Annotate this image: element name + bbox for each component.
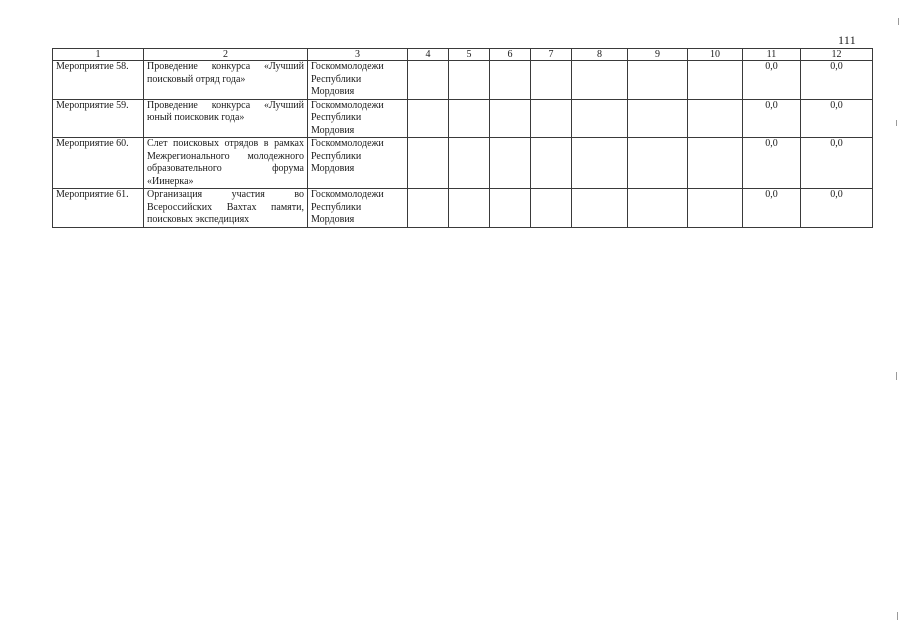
- program-activities-table: [52, 48, 873, 228]
- column-header-12: 12: [801, 49, 873, 61]
- activity-id: Мероприятие 59.: [53, 99, 144, 138]
- cell-col-7: [531, 61, 572, 100]
- cell-col-9: [628, 99, 688, 138]
- cell-col-6: [490, 189, 531, 228]
- cell-col-8: [572, 138, 628, 189]
- column-header-4: 4: [408, 49, 449, 61]
- column-header-7: 7: [531, 49, 572, 61]
- table-row: [53, 138, 873, 189]
- activity-id: Мероприятие 60.: [53, 138, 144, 189]
- cell-col-6: [490, 138, 531, 189]
- column-header-1: 1: [53, 49, 144, 61]
- cell-col-5: [449, 99, 490, 138]
- column-header-8: 8: [572, 49, 628, 61]
- cell-col-10: [688, 189, 743, 228]
- cell-col-12: 0,0: [801, 138, 873, 189]
- table-row: [53, 99, 873, 138]
- activity-name: Организация участия во Всероссийских Вахтах памяти, поисковых экспедициях: [144, 189, 308, 228]
- column-header-10: 10: [688, 49, 743, 61]
- cell-col-8: [572, 189, 628, 228]
- scan-speck: [897, 612, 898, 620]
- activity-name: Проведение конкурса «Лучший поисковый отряд года»: [144, 61, 308, 100]
- cell-col-10: [688, 99, 743, 138]
- cell-col-4: [408, 138, 449, 189]
- activity-executor: Госкоммолодежи Республики Мордовия: [308, 189, 408, 228]
- cell-col-4: [408, 61, 449, 100]
- cell-col-6: [490, 61, 531, 100]
- activity-id: Мероприятие 61.: [53, 189, 144, 228]
- cell-col-11: 0,0: [743, 99, 801, 138]
- activity-executor: Госкоммолодежи Республики Мордовия: [308, 138, 408, 189]
- cell-col-10: [688, 138, 743, 189]
- cell-col-7: [531, 189, 572, 228]
- activity-executor: Госкоммолодежи Республики Мордовия: [308, 61, 408, 100]
- scan-speck: [896, 120, 897, 126]
- column-header-6: 6: [490, 49, 531, 61]
- cell-col-5: [449, 189, 490, 228]
- column-header-2: 2: [144, 49, 308, 61]
- cell-col-9: [628, 61, 688, 100]
- cell-col-12: 0,0: [801, 61, 873, 100]
- page-number: 111: [838, 33, 857, 47]
- column-header-3: 3: [308, 49, 408, 61]
- cell-col-9: [628, 138, 688, 189]
- table-row: [53, 189, 873, 228]
- cell-col-6: [490, 99, 531, 138]
- scan-speck: [898, 18, 899, 25]
- cell-col-9: [628, 189, 688, 228]
- table-header-row: [53, 49, 873, 61]
- activity-id: Мероприятие 58.: [53, 61, 144, 100]
- column-header-5: 5: [449, 49, 490, 61]
- cell-col-11: 0,0: [743, 61, 801, 100]
- table-row: [53, 61, 873, 100]
- cell-col-8: [572, 61, 628, 100]
- scan-speck: [896, 372, 897, 380]
- cell-col-8: [572, 99, 628, 138]
- column-header-9: 9: [628, 49, 688, 61]
- cell-col-11: 0,0: [743, 138, 801, 189]
- activity-executor: Госкоммолодежи Республики Мордовия: [308, 99, 408, 138]
- cell-col-4: [408, 189, 449, 228]
- cell-col-4: [408, 99, 449, 138]
- cell-col-7: [531, 99, 572, 138]
- cell-col-7: [531, 138, 572, 189]
- cell-col-10: [688, 61, 743, 100]
- cell-col-5: [449, 138, 490, 189]
- activity-name: Слет поисковых отрядов в рамках Межрегионального молодежного образовательного форума «Иинерка»: [144, 138, 308, 189]
- cell-col-12: 0,0: [801, 99, 873, 138]
- cell-col-5: [449, 61, 490, 100]
- activity-name: Проведение конкурса «Лучший юный поисковик года»: [144, 99, 308, 138]
- cell-col-11: 0,0: [743, 189, 801, 228]
- column-header-11: 11: [743, 49, 801, 61]
- cell-col-12: 0,0: [801, 189, 873, 228]
